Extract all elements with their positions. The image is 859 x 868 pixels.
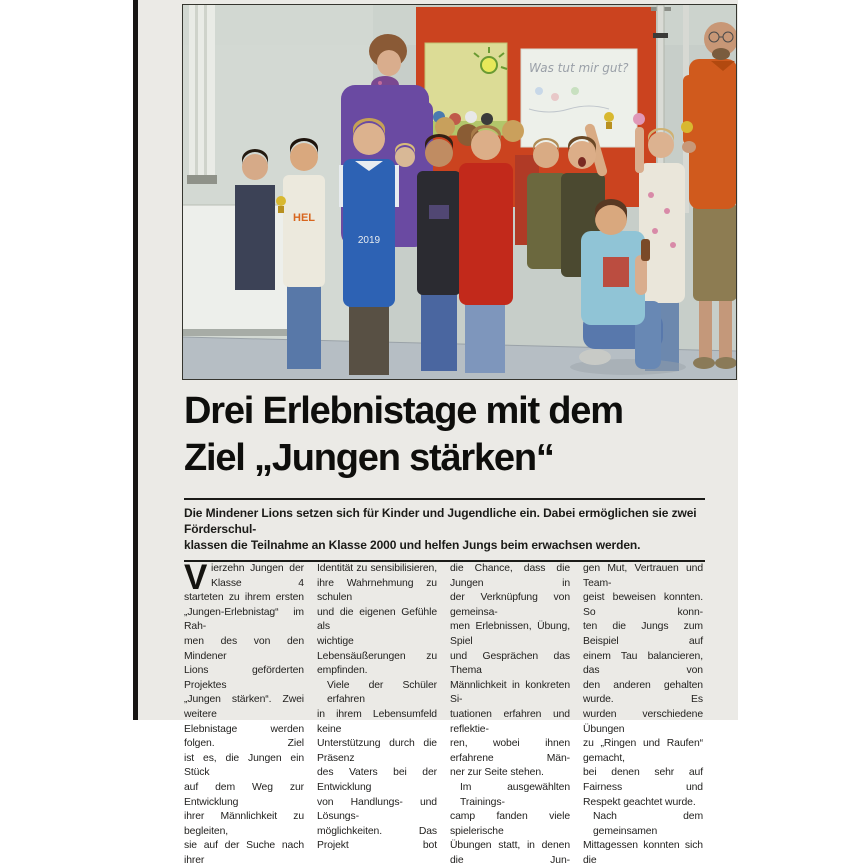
headline-line-1: Drei Erlebnistage mit dem [184,390,623,432]
body-line: ten die Jungs zum Beispiel auf [583,621,703,647]
body-line: Respekt geachtet wurde. [583,796,696,808]
article-column-1 [184,558,304,868]
body-line: zu „Ringen und Raufen“ gemacht, [583,738,703,764]
body-line: Mittagessen konnten sich die [583,840,703,866]
body-line: wichtige Lebensäußerungen zu [317,635,437,662]
body-line: möglichkeiten. Das Projekt bot [317,825,437,852]
body-line: Männlichkeit in konkreten Si- [450,679,570,706]
wall-pillar [187,5,217,184]
body-line: von Handlungs- und Lösungs- [317,796,437,823]
body-line: „Jungen stärken“. Zwei weitere [184,694,304,720]
standfirst-line-1: Die Mindener Lions setzen sich für Kinder und Jugendliche ein. Dabei ermöglichen sie zwei Förderschul- [184,506,697,536]
standfirst [184,498,705,562]
body-line: Nach dem gemeinsamen [593,811,703,837]
body-line: tuationen erfahren und reflektie- [450,708,570,735]
standfirst-line-2: klassen die Teilnahme an Klasse 2000 und helfen Jungs beim erwachsen werden. [184,538,641,552]
body-line: Im ausgewählten Trainings- [460,781,570,808]
body-line: in ihrem Lebensumfeld keine [317,708,437,735]
article-photo [182,4,737,380]
article-column-3 [450,562,570,868]
body-line: Elebnistage werden folgen. Ziel [184,723,304,750]
headline-line-2: Ziel „Jungen stärken“ [184,437,554,479]
body-line: Viele der Schüler erfahren [327,679,437,706]
body-line: die Chance, dass die Jungen in [450,563,570,589]
body-line: Unterstützung durch die Präsenz [317,738,437,764]
body-line: ihrer Männlichkeit zu begleiten, [184,811,304,837]
body-line: einem Tau balancieren, das von [583,650,703,677]
body-line: ihre Wahrnehmung zu schulen [317,577,437,604]
article-column-2 [317,562,437,868]
body-line: men Erlebnissen, Übung, Spiel [450,621,570,647]
headline [184,388,718,482]
body-line: ner zur Seite stehen. [450,767,544,779]
body-line: des Vaters bei der Entwicklung [317,767,437,793]
body-line: und die eigenen Gefühle als [317,606,437,633]
body-line: bei denen sehr auf Fairness und [583,767,703,793]
classroom-photo-illustration [183,5,736,379]
body-line: starteten zu ihrem ersten [184,592,304,604]
article-column-4 [583,562,703,868]
article-body [184,558,705,868]
body-line: men des von den Mindener [184,635,304,662]
body-line: Übungen statt, in denen die Jun- [450,840,570,866]
body-line: der Verknüpfung von gemeinsa- [450,592,570,618]
poster-whiteboard-sheet [521,49,637,147]
body-line: ierzehn Jungen der Klasse 4 [211,563,304,589]
body-line: wurden verschiedene Übungen [583,708,703,735]
drop-cap: V [184,558,208,597]
shirt-print-text: HEL [293,212,315,224]
body-line: ist es, die Jungen ein Stück [184,752,304,779]
body-line: Lions geförderten Projektes [184,665,304,691]
body-line: und Gesprächen das Thema [450,650,570,677]
body-line: geist beweisen konnten. So konn- [583,592,703,618]
body-line: auf dem Weg zur Entwicklung [184,781,304,808]
body-line: sie auf der Suche nach ihrer [184,840,304,866]
poster-handwriting: Was tut mir gut? [529,61,629,75]
body-line: den anderen gehalten wurde. Es [583,679,703,706]
body-line: gen Mut, Vertrauen und Team- [583,563,703,589]
body-line: camp fanden viele spielerische [450,811,570,837]
body-line: Identität zu sensibilisieren, [317,563,437,574]
body-line: ren, wobei ihnen erfahrene Män- [450,738,570,764]
body-line: „Jungen-Erlebnistag“ im Rah- [184,606,304,633]
body-line: empfinden. [317,665,368,677]
shirt-print-text: 2019 [357,235,381,246]
